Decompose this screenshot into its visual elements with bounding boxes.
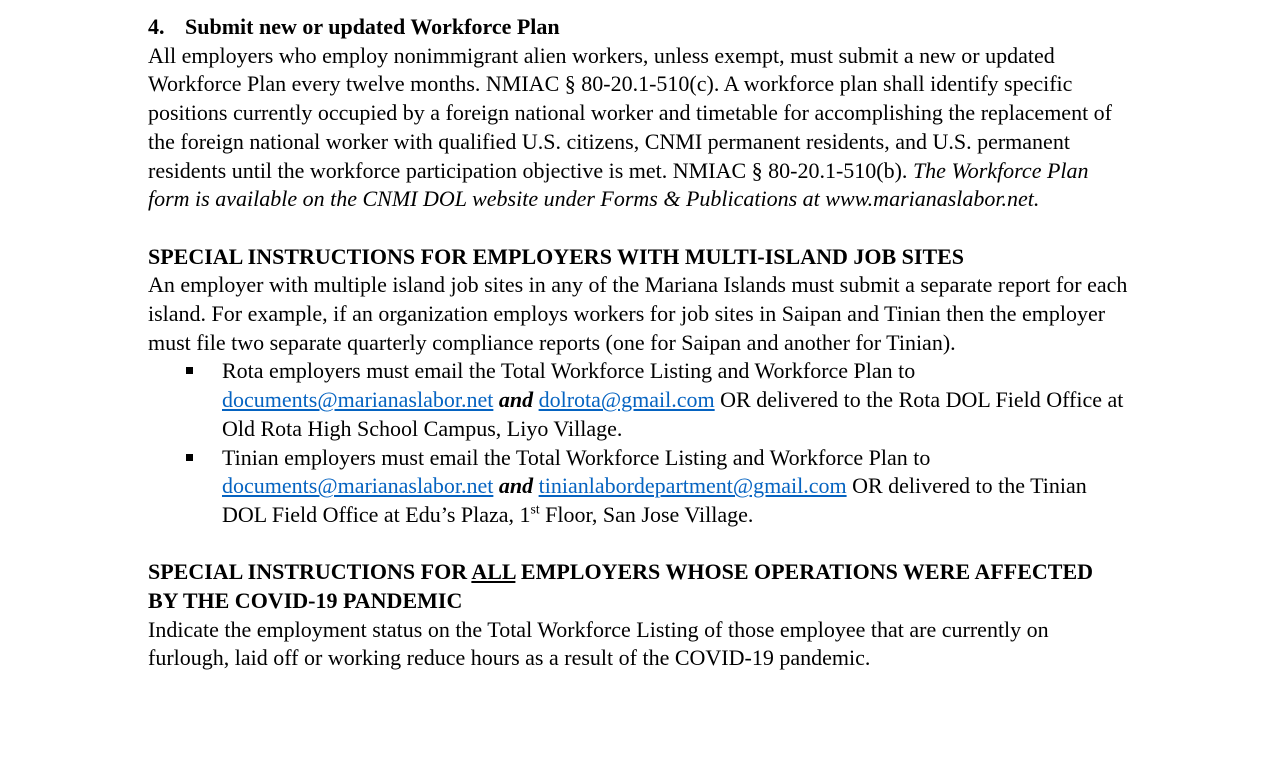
tinian-text-post2: Floor, San Jose Village.	[539, 501, 754, 527]
tinian-bullet-item	[148, 444, 1128, 530]
rota-text-pre: Rota employers must email the Total Workforce Listing and Workforce Plan to	[222, 358, 916, 384]
rota-bullet-item	[148, 357, 1128, 443]
covid-heading	[148, 558, 1128, 615]
tinian-bullet-text	[222, 445, 1087, 527]
bullet-list	[148, 357, 1128, 529]
bullet-square-icon	[186, 454, 193, 461]
ordinal-superscript: st	[530, 501, 540, 517]
tinian-text-post1: OR delivered to the Tinian DOL Field Office at Edu’s Plaza, 1	[222, 473, 1087, 527]
covid-heading-pre: SPECIAL INSTRUCTIONS FOR	[148, 559, 472, 585]
rota-and-conjunction: and	[493, 387, 539, 413]
section-4-paragraph	[148, 42, 1128, 214]
covid-heading-post: EMPLOYERS WHOSE OPERATIONS WERE AFFECTED BY THE COVID-19 PANDEMIC	[148, 559, 1094, 614]
section-4-title: Submit new or updated Workforce Plan	[185, 14, 560, 39]
covid-heading-all-underlined: ALL	[471, 559, 516, 585]
bullet-square-icon	[186, 367, 193, 374]
documents-email-link[interactable]: documents@marianaslabor.net	[222, 473, 494, 499]
dolrota-email-link[interactable]: dolrota@gmail.com	[538, 387, 715, 413]
covid-paragraph: Indicate the employment status on the Total Workforce Listing of those employee that are currently on furlough, laid off or working reduce hours as a result of the COVID-19 pandemic.	[148, 616, 1049, 671]
section-4-heading	[148, 13, 1128, 42]
section-4-number: 4.	[148, 14, 165, 39]
tinian-and-conjunction: and	[493, 473, 539, 499]
documents-email-link[interactable]: documents@marianaslabor.net	[222, 387, 494, 413]
tinianlabor-email-link[interactable]: tinianlabordepartment@gmail.com	[538, 473, 847, 499]
section-4-body-text: All employers who employ nonimmigrant alien workers, unless exempt, must submit a new or updated Workforce Plan every twelve months. NMIAC § 80-20.1-510(c). A workforce plan shall identify specific positions currently occupied by a foreign national worker and timetable for accomplishing the replacement of the foreign national worker with qualified U.S. citizens, CNMI permanent residents, and U.S. permanent residents until the workforce participation objective is met. NMIAC § 80-20.1-510(b).	[148, 42, 1113, 183]
multi-island-paragraph: An employer with multiple island job sites in any of the Mariana Islands must submit a separate report for each island. For example, if an organization employs workers for job sites in Saipan and Tinian then the employer must file two separate quarterly compliance reports (one for Saipan and another for Tinian).	[148, 272, 1128, 355]
rota-bullet-text	[222, 358, 1123, 440]
multi-island-heading: SPECIAL INSTRUCTIONS FOR EMPLOYERS WITH MULTI-ISLAND JOB SITES	[148, 243, 965, 269]
section-4-italic-note: The Workforce Plan form is available on the CNMI DOL website under Forms & Publications at www.marianaslabor.net.	[148, 157, 1089, 212]
rota-text-post: OR delivered to the Rota DOL Field Office at Old Rota High School Campus, Liyo Village.	[222, 387, 1124, 441]
tinian-text-pre: Tinian employers must email the Total Workforce Listing and Workforce Plan to	[222, 444, 931, 470]
